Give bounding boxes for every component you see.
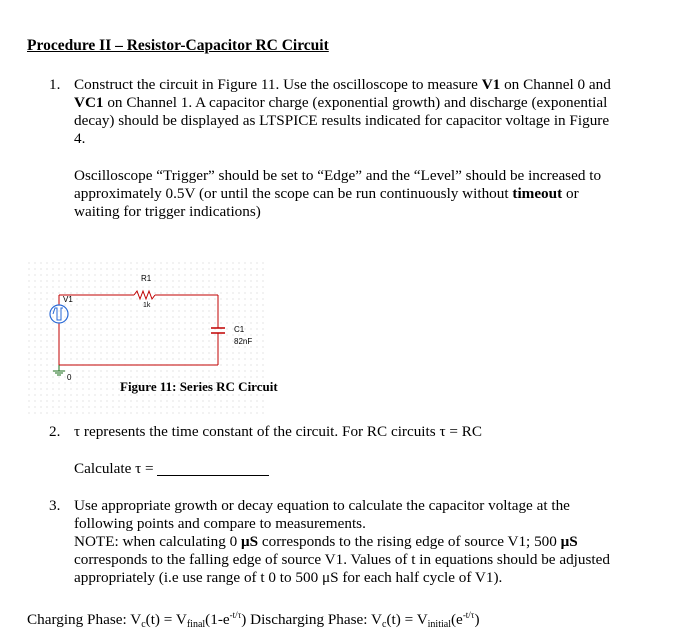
v1-label: V1 [63,295,73,304]
step3-line4: corresponds to the falling edge of source V1. Values of t in equations should be adjusted [74,551,610,568]
step1-line2: VC1 on Channel 1. A capacitor charge (exponential growth) and discharge (exponential [74,94,608,111]
phase-equations: Charging Phase: $V_c(t) = V_{final}(1-e^{-t/\tau})$ Discharging Phase: $V_c(t) = V_{initial}(e^{-t/\tau})$ [27,610,480,630]
step-number: 3. [49,497,61,514]
calculate-tau: Calculate τ = [74,460,269,478]
step-number: 1. [49,76,61,93]
c1-value: 82nF [234,337,253,346]
step3-line5: appropriately (i.e use range of t 0 to 500 μS for each half cycle of V1). [74,569,503,586]
procedure-title: Procedure II – Resistor-Capacitor RC Circuit [27,37,329,54]
step1-line3: decay) should be displayed as LTSPICE results indicated for capacitor voltage in Figure [74,112,610,129]
r1-value: 1k [143,302,151,309]
step3-line1: Use appropriate growth or decay equation to calculate the capacitor voltage at the [74,497,570,514]
step1-line1: Construct the circuit in Figure 11. Use the oscilloscope to measure V1 on Channel 0 and [74,76,611,93]
trigger-line2: approximately 0.5V (or until the scope can be run continuously without timeout or [74,185,579,202]
ground-label: 0 [67,373,72,382]
figure-caption: Figure 11: Series RC Circuit [120,379,278,394]
step2-text: τ represents the time constant of the circuit. For RC circuits τ = RC [74,423,482,440]
c1-label: C1 [234,325,245,334]
r1-label: R1 [141,274,152,283]
step3-line2: following points and compare to measurements. [74,515,366,532]
trigger-line1: Oscilloscope “Trigger” should be set to “Edge” and the “Level” should be increased to [74,167,602,184]
trigger-line3: waiting for trigger indications) [74,203,261,220]
step-number: 2. [49,423,61,440]
step3-note-line: NOTE: when calculating 0 μS corresponds to the rising edge of source V1; 500 μS [74,533,578,550]
step1-line4: 4. [74,130,86,147]
tau-answer-blank[interactable] [157,461,269,476]
